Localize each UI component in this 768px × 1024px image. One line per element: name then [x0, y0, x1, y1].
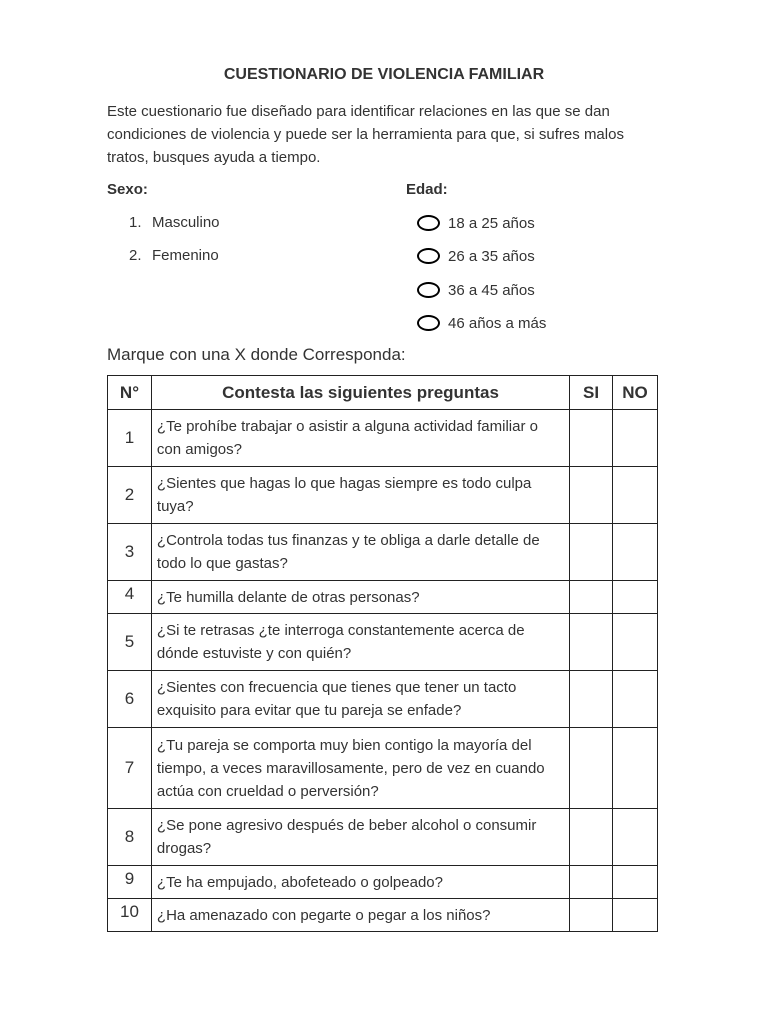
sexo-option-femenino [129, 247, 219, 264]
row-question: ¿Si te retrasas ¿te interroga constantemente acerca de dónde estuviste y con quién? [151, 614, 569, 671]
sexo-label: Sexo: [107, 181, 148, 198]
row-number: 1 [108, 410, 152, 467]
answer-si-cell[interactable] [570, 671, 613, 728]
edad-option-label: 36 a 45 años [448, 281, 535, 299]
row-question: ¿Te ha empujado, abofeteado o golpeado? [151, 866, 569, 899]
header-number: N° [108, 376, 152, 410]
row-number: 3 [108, 524, 152, 581]
table-row [108, 809, 658, 866]
table-row [108, 524, 658, 581]
row-number: 9 [108, 866, 152, 899]
row-number: 8 [108, 809, 152, 866]
sexo-option-label: Femenino [152, 247, 219, 264]
row-number: 4 [108, 581, 152, 614]
questionnaire-table [107, 375, 658, 932]
answer-si-cell[interactable] [570, 728, 613, 809]
row-number: 2 [108, 467, 152, 524]
answer-no-cell[interactable] [613, 467, 658, 524]
row-question: ¿Te humilla delante de otras personas? [151, 581, 569, 614]
row-question: ¿Se pone agresivo después de beber alcohol o consumir drogas? [151, 809, 569, 866]
table-row [108, 728, 658, 809]
answer-si-cell[interactable] [570, 581, 613, 614]
answer-no-cell[interactable] [613, 866, 658, 899]
edad-label: Edad: [406, 181, 448, 198]
radio-circle-icon[interactable] [417, 282, 440, 298]
answer-no-cell[interactable] [613, 410, 658, 467]
row-question: ¿Te prohíbe trabajar o asistir a alguna actividad familiar o con amigos? [151, 410, 569, 467]
answer-si-cell[interactable] [570, 524, 613, 581]
answer-si-cell[interactable] [570, 614, 613, 671]
document-title: CUESTIONARIO DE VIOLENCIA FAMILIAR [223, 66, 545, 83]
radio-circle-icon[interactable] [417, 248, 440, 264]
answer-no-cell[interactable] [613, 614, 658, 671]
edad-option-1[interactable] [417, 213, 535, 233]
table-row [108, 866, 658, 899]
sexo-option-masculino [129, 214, 220, 231]
row-number: 7 [108, 728, 152, 809]
answer-no-cell[interactable] [613, 581, 658, 614]
header-si: SI [570, 376, 613, 410]
table-row [108, 467, 658, 524]
header-no: NO [613, 376, 658, 410]
table-row [108, 581, 658, 614]
table-row [108, 410, 658, 467]
row-question: ¿Tu pareja se comporta muy bien contigo la mayoría del tiempo, a veces maravillosamente, pero de vez en cuando actúa con crueldad o perversión? [151, 728, 569, 809]
row-question: ¿Ha amenazado con pegarte o pegar a los niños? [151, 899, 569, 932]
answer-si-cell[interactable] [570, 866, 613, 899]
header-question: Contesta las siguientes preguntas [151, 376, 569, 410]
answer-si-cell[interactable] [570, 899, 613, 932]
answer-si-cell[interactable] [570, 467, 613, 524]
table-header-row [108, 376, 658, 410]
row-number: 10 [108, 899, 152, 932]
edad-option-label: 46 años a más [448, 314, 547, 332]
table-row [108, 614, 658, 671]
sexo-option-number: 1. [129, 214, 142, 231]
edad-option-label: 26 a 35 años [448, 247, 535, 265]
edad-option-4[interactable] [417, 313, 546, 333]
radio-circle-icon[interactable] [417, 215, 440, 231]
edad-option-label: 18 a 25 años [448, 214, 535, 232]
row-question: ¿Sientes con frecuencia que tienes que tener un tacto exquisito para evitar que tu pareja se enfade? [151, 671, 569, 728]
answer-no-cell[interactable] [613, 524, 658, 581]
table-row [108, 671, 658, 728]
answer-no-cell[interactable] [613, 728, 658, 809]
edad-option-3[interactable] [417, 280, 535, 300]
row-number: 6 [108, 671, 152, 728]
answer-no-cell[interactable] [613, 809, 658, 866]
answer-no-cell[interactable] [613, 899, 658, 932]
radio-circle-icon[interactable] [417, 315, 440, 331]
answer-si-cell[interactable] [570, 809, 613, 866]
sexo-option-label: Masculino [152, 214, 220, 231]
sexo-option-number: 2. [129, 247, 142, 264]
table-row [108, 899, 658, 932]
row-question: ¿Sientes que hagas lo que hagas siempre es todo culpa tuya? [151, 467, 569, 524]
answer-no-cell[interactable] [613, 671, 658, 728]
row-number: 5 [108, 614, 152, 671]
intro-paragraph: Este cuestionario fue diseñado para identificar relaciones en las que se dan condiciones de violencia y puede ser la herramienta para que, si sufres malos tratos, busques ayuda a tiempo. [107, 103, 624, 166]
instruction-text: Marque con una X donde Corresponda: [107, 345, 406, 364]
edad-option-2[interactable] [417, 246, 535, 266]
row-question: ¿Controla todas tus finanzas y te obliga a darle detalle de todo lo que gastas? [151, 524, 569, 581]
answer-si-cell[interactable] [570, 410, 613, 467]
